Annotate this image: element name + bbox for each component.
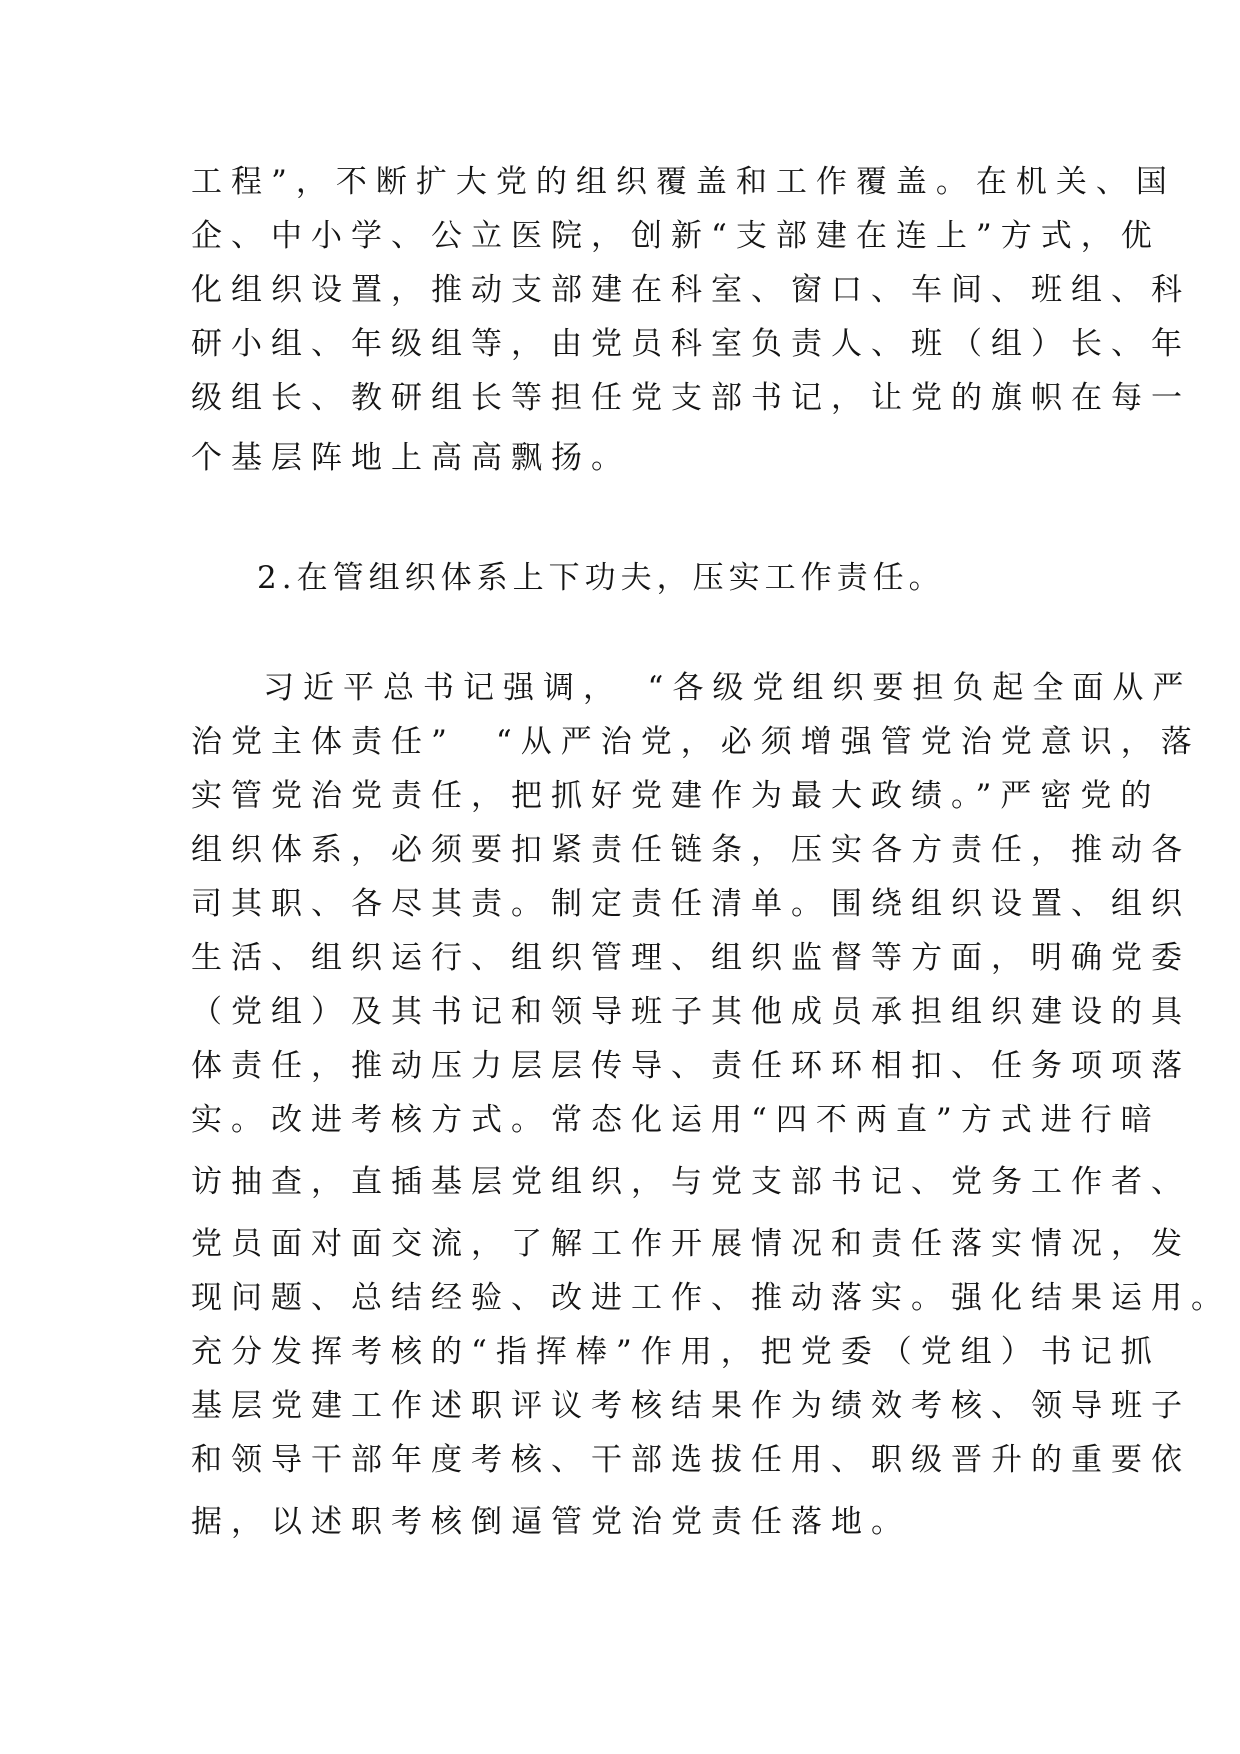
text-line: 生活、组织运行、组织管理、组织监督等方面，明确党委: [191, 940, 1191, 976]
text-line: 实。改进考核方式。常态化运用“四不两直”方式进行暗: [191, 1102, 1161, 1138]
text-line: 个基层阵地上高高飘扬。: [191, 440, 631, 476]
text-line: 企、中小学、公立医院，创新“支部建在连上”方式，优: [191, 218, 1161, 254]
text-line: （党组）及其书记和领导班子其他成员承担组织建设的具: [191, 994, 1191, 1030]
text-line: 实管党治党责任，把抓好党建作为最大政绩。”严密党的: [191, 778, 1161, 814]
text-line: 党员面对面交流，了解工作开展情况和责任落实情况，发: [191, 1226, 1191, 1262]
text-line: 工程”，不断扩大党的组织覆盖和工作覆盖。在机关、国: [191, 164, 1176, 200]
text-line: 司其职、各尽其责。制定责任清单。围绕组织设置、组织: [191, 886, 1191, 922]
text-line: 现问题、总结经验、改进工作、推动落实。强化结果运用。: [191, 1280, 1231, 1316]
text-line: 习近平总书记强调， “各级党组织要担负起全面从严: [263, 670, 1193, 706]
text-line: 级组长、教研组长等担任党支部书记，让党的旗帜在每一: [191, 380, 1191, 416]
text-line: 化组织设置，推动支部建在科室、窗口、车间、班组、科: [191, 272, 1191, 308]
text-line: 治党主体责任” “从严治党，必须增强管党治党意识，落: [191, 724, 1201, 760]
text-line: 访抽查，直插基层党组织，与党支部书记、党务工作者、: [191, 1164, 1191, 1200]
text-line: 体责任，推动压力层层传导、责任环环相扣、任务项项落: [191, 1048, 1191, 1084]
text-line: 组织体系，必须要扣紧责任链条，压实各方责任，推动各: [191, 832, 1191, 868]
section-heading: 2.在管组织体系上下功夫，压实工作责任。: [257, 560, 945, 596]
text-line: 基层党建工作述职评议考核结果作为绩效考核、领导班子: [191, 1388, 1191, 1424]
text-line: 研小组、年级组等，由党员科室负责人、班（组）长、年: [191, 326, 1191, 362]
text-line: 据，以述职考核倒逼管党治党责任落地。: [191, 1504, 911, 1540]
text-line: 充分发挥考核的“指挥棒”作用，把党委（党组）书记抓: [191, 1334, 1161, 1370]
text-line: 和领导干部年度考核、干部选拔任用、职级晋升的重要依: [191, 1442, 1191, 1478]
